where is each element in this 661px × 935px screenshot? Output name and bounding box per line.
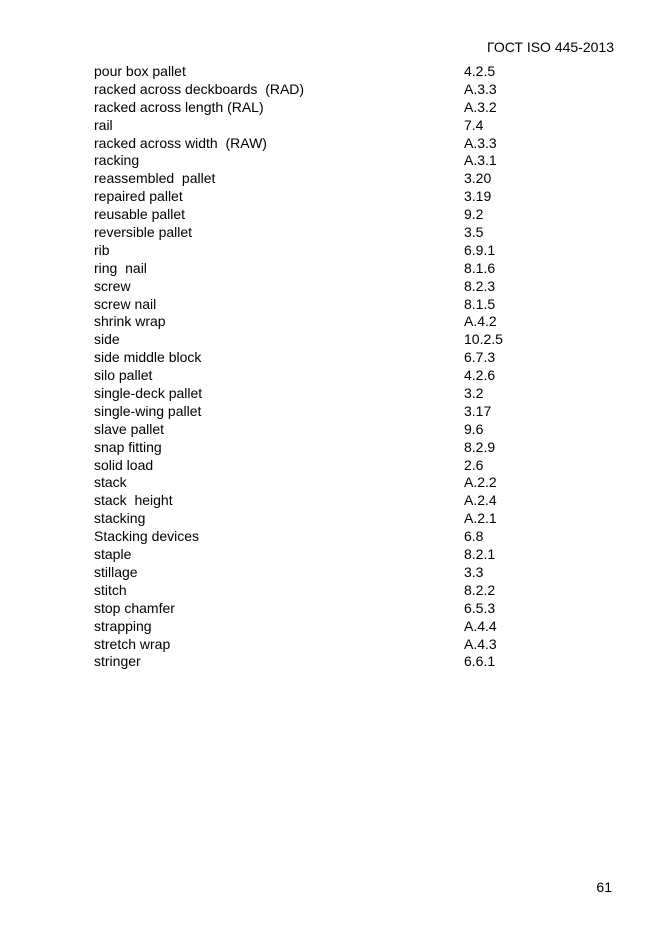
page-number: 61 (596, 879, 612, 895)
document-header: ГОСТ ISO 445-2013 (487, 39, 614, 55)
index-reference: A.3.1 (464, 152, 497, 169)
index-row (94, 474, 534, 492)
index-row (94, 600, 534, 618)
index-term: stringer (94, 653, 141, 670)
index-reference: A.4.2 (464, 313, 497, 330)
index-row (94, 242, 534, 260)
index-row (94, 528, 534, 546)
index-term: stop chamfer (94, 599, 175, 616)
index-term: side (94, 331, 120, 348)
index-term: screw (94, 277, 131, 294)
index-reference: 3.3 (464, 563, 484, 580)
index-row (94, 546, 534, 564)
index-term: racked across width (RAW) (94, 134, 267, 151)
index-term: Stacking devices (94, 528, 200, 545)
index-reference: 8.2.1 (464, 546, 496, 563)
index-reference: 8.1.6 (464, 259, 496, 276)
index-row (94, 564, 534, 582)
index-term: stitch (94, 581, 127, 598)
index-reference: 8.2.3 (464, 277, 496, 294)
index-term: stillage (94, 563, 138, 580)
index-row (94, 206, 534, 224)
index-reference: A.2.2 (464, 474, 497, 491)
index-term: racked across length (RAL) (94, 98, 264, 115)
index-reference: 2.6 (464, 456, 484, 473)
index-reference: 6.8 (464, 528, 484, 545)
index-reference: 8.2.2 (464, 581, 496, 598)
index-reference: 3.2 (464, 385, 484, 402)
index-reference: 7.4 (464, 116, 484, 133)
index-row (94, 99, 534, 117)
index-term: snap fitting (94, 438, 162, 455)
index-reference: 4.2.5 (464, 63, 496, 79)
index-term: rail (94, 116, 113, 133)
index-term: shrink wrap (94, 313, 166, 330)
index-row (94, 439, 534, 457)
index-row (94, 117, 534, 135)
term-index-list (94, 63, 534, 671)
index-term: reassembled pallet (94, 170, 216, 187)
index-row (94, 260, 534, 278)
index-term: racking (94, 152, 140, 169)
index-term: single-deck pallet (94, 385, 203, 402)
index-row (94, 636, 534, 654)
index-row (94, 296, 534, 314)
index-term: screw nail (94, 295, 157, 312)
index-reference: 6.9.1 (464, 241, 496, 258)
index-term: stack height (94, 492, 173, 509)
index-term: solid load (94, 456, 154, 473)
index-row (94, 510, 534, 528)
index-row (94, 492, 534, 510)
index-term: stack (94, 474, 127, 491)
index-term: stretch wrap (94, 635, 171, 652)
index-row (94, 403, 534, 421)
index-reference: 9.2 (464, 206, 484, 223)
index-row (94, 152, 534, 170)
index-row (94, 618, 534, 636)
index-row (94, 582, 534, 600)
index-reference: 10.2.5 (464, 331, 503, 348)
index-row (94, 63, 534, 81)
index-reference: A.3.3 (464, 134, 497, 151)
index-row (94, 81, 534, 99)
index-reference: 8.2.9 (464, 438, 496, 455)
index-reference: 3.5 (464, 224, 484, 241)
index-row (94, 313, 534, 331)
index-reference: 8.1.5 (464, 295, 496, 312)
index-row (94, 331, 534, 349)
index-term: rib (94, 241, 110, 258)
index-reference: A.3.3 (464, 80, 497, 97)
index-row (94, 135, 534, 153)
index-reference: 3.19 (464, 188, 492, 205)
index-term: silo pallet (94, 367, 153, 384)
index-term: side middle block (94, 349, 202, 366)
index-reference: A.2.4 (464, 492, 497, 509)
index-row (94, 349, 534, 367)
index-term: reversible pallet (94, 224, 193, 241)
index-reference: 6.6.1 (464, 653, 496, 670)
index-term: ring nail (94, 259, 147, 276)
index-reference: 9.6 (464, 420, 484, 437)
index-reference: 6.7.3 (464, 349, 496, 366)
index-reference: A.4.4 (464, 617, 497, 634)
index-reference: A.2.1 (464, 510, 497, 527)
index-reference: A.3.2 (464, 98, 497, 115)
index-row (94, 224, 534, 242)
index-reference: 3.20 (464, 170, 492, 187)
index-row (94, 367, 534, 385)
index-row (94, 170, 534, 188)
index-term: slave pallet (94, 420, 165, 437)
index-row (94, 385, 534, 403)
index-row (94, 188, 534, 206)
index-term: single-wing pallet (94, 402, 202, 419)
index-reference: 6.5.3 (464, 599, 496, 616)
index-term: staple (94, 546, 132, 563)
index-reference: A.4.3 (464, 635, 497, 652)
index-term: pour box pallet (94, 63, 186, 79)
index-reference: 3.17 (464, 402, 492, 419)
index-row (94, 457, 534, 475)
index-row (94, 278, 534, 296)
index-term: stacking (94, 510, 146, 527)
index-row (94, 421, 534, 439)
index-term: repaired pallet (94, 188, 183, 205)
index-row (94, 653, 534, 671)
index-reference: 4.2.6 (464, 367, 496, 384)
index-term: reusable pallet (94, 206, 186, 223)
index-term: strapping (94, 617, 152, 634)
index-term: racked across deckboards (RAD) (94, 80, 305, 97)
